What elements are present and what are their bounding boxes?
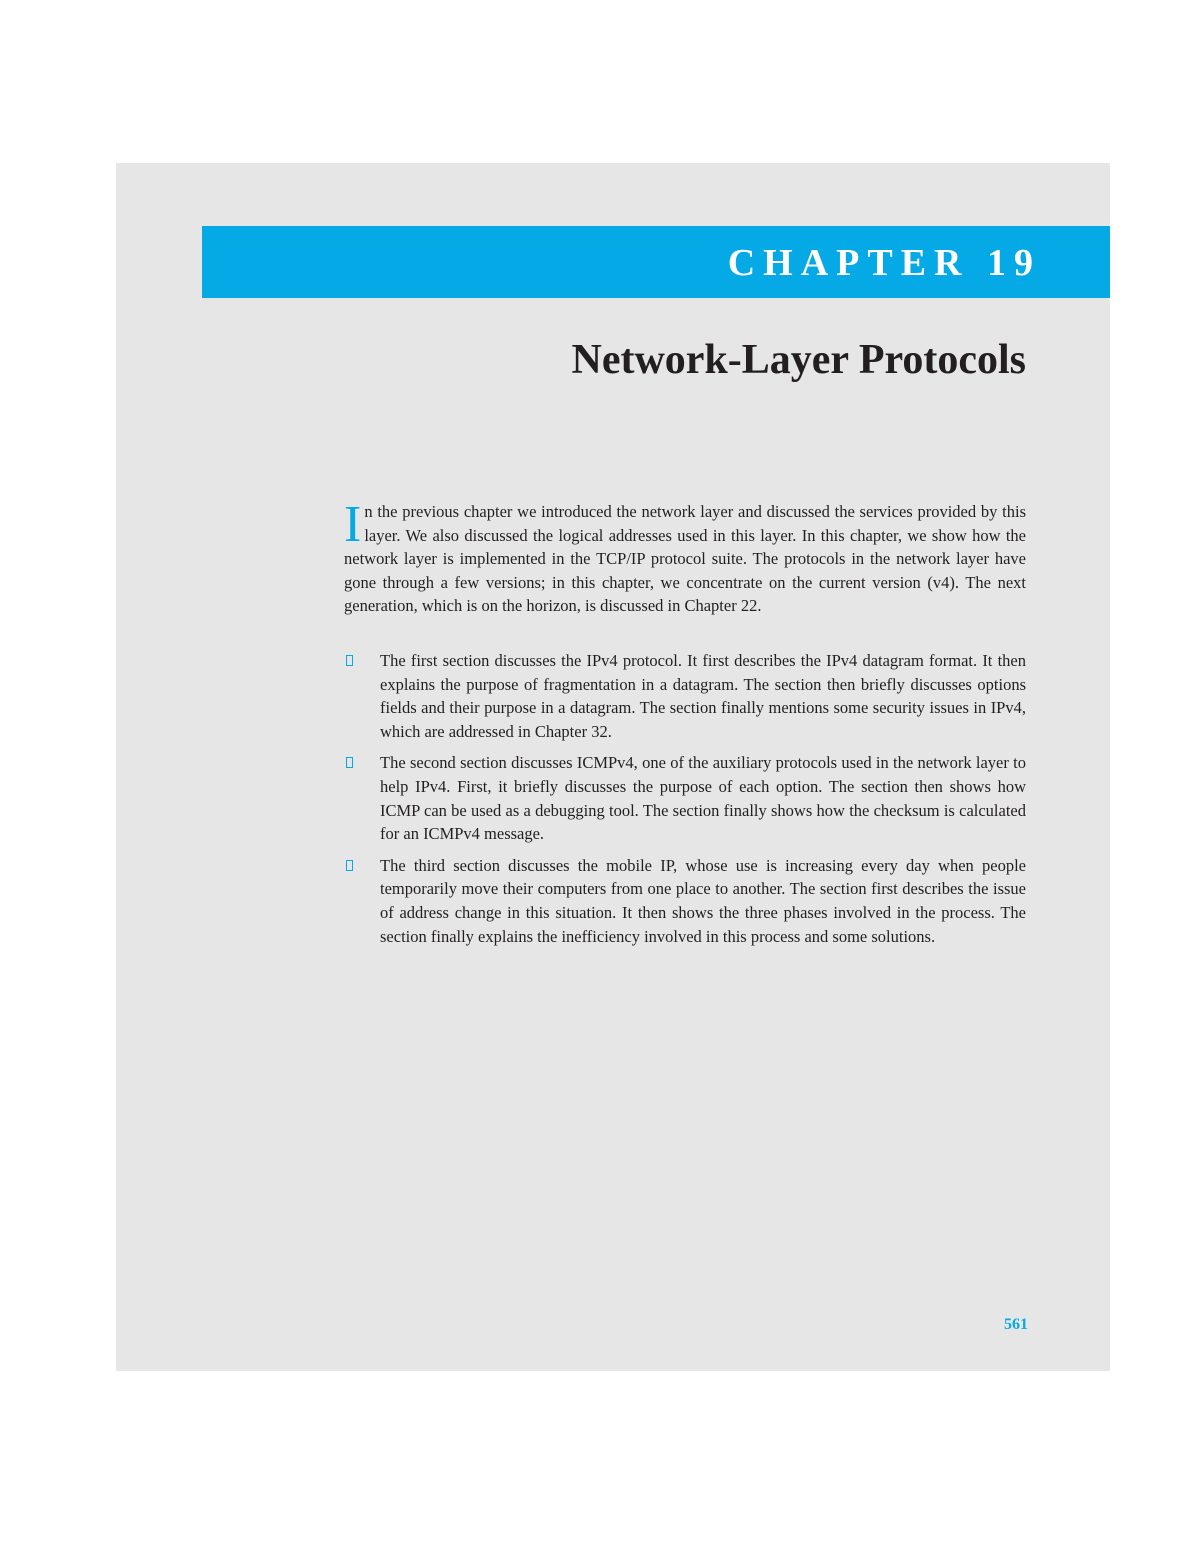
- chapter-title: Network-Layer Protocols: [571, 337, 1026, 383]
- list-item: [344, 649, 1026, 743]
- list-item-text: The first section discusses the IPv4 protocol. It first describes the IPv4 datagram format. It then explains the purpose of fragmentation in a datagram. The section then briefly discusses options fields and their purpose in a datagram. The section finally mentions some security issues in IPv4, which are addressed in Chapter 32.: [380, 651, 1026, 741]
- list-item-text: The third section discusses the mobile IP, whose use is increasing every day when people temporarily move their computers from one place to another. The section first describes the issue of address change in this situation. It then shows the three phases involved in the process. The section finally explains the inefficiency involved in this process and some solutions.: [380, 855, 1026, 946]
- chapter-label: CHAPTER 19: [727, 242, 1041, 284]
- bullet-square-icon: [346, 757, 353, 768]
- page-number: 561: [1004, 1316, 1028, 1333]
- list-item: [344, 751, 1026, 845]
- drop-cap: I: [344, 496, 362, 553]
- bullet-square-icon: [346, 655, 353, 666]
- intro-paragraph: [344, 496, 1026, 618]
- section-overview-list: [344, 649, 1026, 956]
- list-item: [344, 854, 1026, 948]
- bullet-square-icon: [346, 860, 353, 871]
- book-page: [116, 163, 1110, 1371]
- list-item-text: The second section discusses ICMPv4, one of the auxiliary protocols used in the network layer to help IPv4. First, it briefly discusses the purpose of each option. The section then shows how ICMP can be used as a debugging tool. The section finally shows how the checksum is calculated for an ICMPv4 message.: [380, 753, 1026, 844]
- chapter-banner: [202, 226, 1110, 298]
- intro-text: n the previous chapter we introduced the network layer and discussed the services provided by this layer. We also discussed the logical addresses used in this layer. In this chapter, we show how the network layer is implemented in the TCP/IP protocol suite. The protocols in the network layer have gone through a few versions; in this chapter, we concentrate on the current version (v4). The next generation, which is on the horizon, is discussed in Chapter 22.: [344, 502, 1026, 616]
